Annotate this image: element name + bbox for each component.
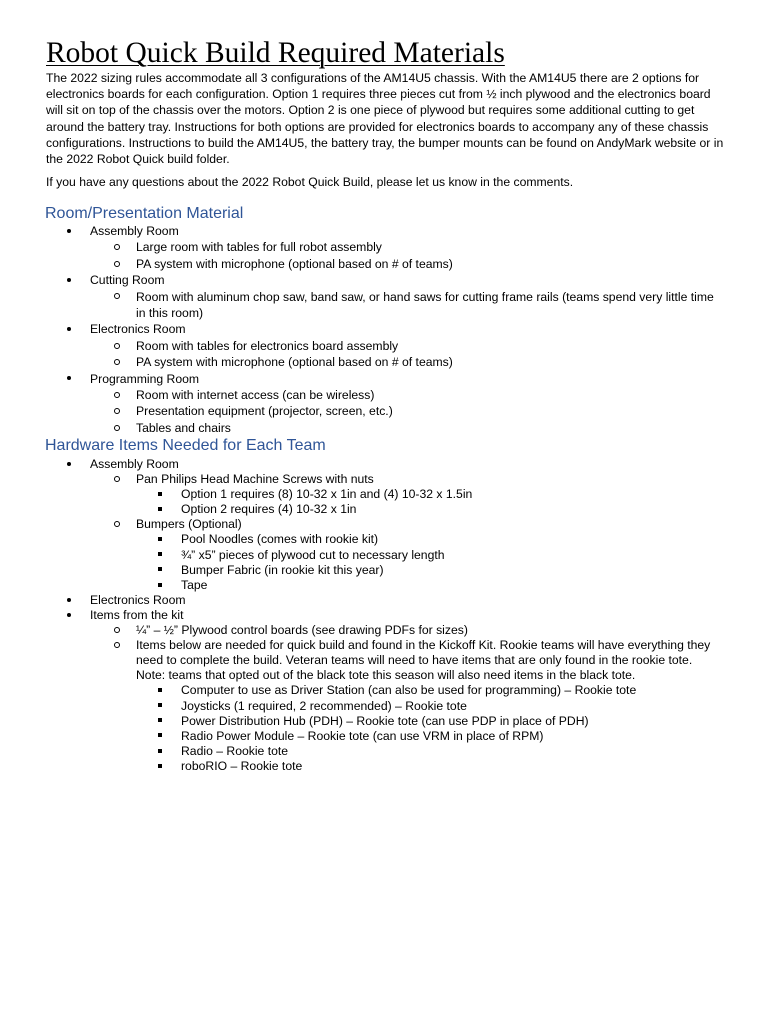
list-item bbox=[0, 354, 768, 370]
bullet-circle-icon bbox=[114, 256, 120, 272]
bullet-circle-icon bbox=[114, 289, 120, 305]
list-item bbox=[0, 289, 716, 322]
list-item bbox=[0, 563, 768, 578]
list-item-text: Cutting Room bbox=[90, 273, 165, 288]
bullet-square-icon bbox=[158, 699, 162, 714]
list-item bbox=[0, 517, 768, 532]
list-item-text: Electronics Room bbox=[90, 322, 186, 337]
list-item bbox=[0, 321, 768, 337]
room-material-list bbox=[0, 223, 768, 436]
list-item bbox=[0, 239, 768, 255]
bullet-circle-icon bbox=[114, 403, 120, 419]
list-item bbox=[0, 272, 768, 288]
list-item bbox=[0, 472, 768, 487]
list-item-text: Assembly Room bbox=[90, 457, 179, 471]
bullet-circle-icon bbox=[114, 517, 120, 532]
list-item-text: Joysticks (1 required, 2 recommended) – Rookie tote bbox=[181, 698, 467, 713]
bullet-square-icon bbox=[158, 714, 162, 729]
list-item bbox=[0, 593, 768, 608]
bullet-circle-icon bbox=[114, 338, 120, 354]
list-item bbox=[0, 638, 716, 683]
list-item bbox=[0, 420, 768, 436]
list-item bbox=[0, 548, 768, 563]
list-item bbox=[0, 457, 768, 472]
list-item-text: ¼” – ½” Plywood control boards (see drawing PDFs for sizes) bbox=[136, 623, 468, 638]
list-item-text: Radio – Rookie tote bbox=[181, 743, 289, 758]
intro-paragraph: The 2022 sizing rules accommodate all 3 configurations of the AM14U5 chassis. With the AM14U5 there are 2 options for electronics boards for each configuration. Option 1 requires three pieces cut from ½ inch plywood and the electronics board will sit on top of the chassis over the motors. Option 2 is one piece of plywood but requires some additional cutting to get around the battery tray. Instructions for both options are provided for electronics boards to accompany any of these chassis configurations. Instructions to build the AM14U5, the battery tray, the bumper mounts can be found on AndyMark website or in the 2022 Robot Quick build folder. bbox=[46, 71, 724, 167]
section-heading-room: Room/Presentation Material bbox=[45, 205, 244, 222]
page-title: Robot Quick Build Required Materials bbox=[46, 37, 505, 69]
bullet-dot-icon bbox=[67, 321, 71, 337]
list-item-text: Room with tables for electronics board assembly bbox=[136, 338, 399, 353]
bullet-circle-icon bbox=[114, 239, 120, 255]
hardware-items-list bbox=[0, 457, 768, 774]
list-item-text: Items from the kit bbox=[90, 607, 184, 622]
list-item-text: Computer to use as Driver Station (can also be used for programming) – Rookie tote bbox=[181, 683, 637, 698]
list-item-text: Large room with tables for full robot assembly bbox=[136, 240, 382, 255]
list-item-text: Option 2 requires (4) 10-32 x 1in bbox=[181, 502, 357, 517]
list-item-text: roboRIO – Rookie tote bbox=[181, 758, 303, 773]
list-item bbox=[0, 759, 768, 774]
list-item bbox=[0, 532, 768, 547]
bullet-square-icon bbox=[158, 729, 162, 744]
list-item-text: Programming Room bbox=[90, 371, 200, 386]
list-item-text: Bumper Fabric (in rookie kit this year) bbox=[181, 562, 384, 577]
list-item bbox=[0, 744, 768, 759]
list-item bbox=[0, 387, 768, 403]
list-item bbox=[0, 699, 768, 714]
bullet-square-icon bbox=[158, 578, 162, 593]
bullet-square-icon bbox=[158, 532, 162, 547]
section-heading-hardware: Hardware Items Needed for Each Team bbox=[45, 437, 326, 454]
list-item-text: Pool Noodles (comes with rookie kit) bbox=[181, 532, 379, 547]
list-item-text: Electronics Room bbox=[90, 592, 186, 607]
list-item-text: Presentation equipment (projector, screen, etc.) bbox=[136, 404, 393, 419]
list-item-text: Items below are needed for quick build and found in the Kickoff Kit. Rookie teams will have everything they need to complete the build. Veteran teams will need to have items that are only found in the rookie tote. Note: teams that opted out of the black tote this season will also need items in the black tote. bbox=[136, 638, 711, 683]
bullet-square-icon bbox=[158, 683, 162, 698]
bullet-square-icon bbox=[158, 548, 162, 563]
list-item bbox=[0, 223, 768, 239]
bullet-dot-icon bbox=[67, 272, 71, 288]
comments-paragraph: If you have any questions about the 2022 Robot Quick Build, please let us know in the comments. bbox=[46, 175, 574, 189]
list-item-text: Room with aluminum chop saw, band saw, or hand saws for cutting frame rails (teams spend very little time in this room) bbox=[136, 289, 714, 321]
bullet-square-icon bbox=[158, 502, 162, 517]
list-item-text: Assembly Room bbox=[90, 224, 179, 238]
list-item-text: Tables and chairs bbox=[136, 420, 231, 435]
bullet-circle-icon bbox=[114, 420, 120, 436]
list-item bbox=[0, 729, 768, 744]
list-item bbox=[0, 487, 768, 502]
list-item bbox=[0, 371, 768, 387]
bullet-dot-icon bbox=[67, 371, 71, 387]
bullet-circle-icon bbox=[114, 387, 120, 403]
list-item bbox=[0, 338, 768, 354]
bullet-square-icon bbox=[158, 744, 162, 759]
list-item-text: PA system with microphone (optional based on # of teams) bbox=[136, 355, 453, 370]
list-item bbox=[0, 502, 768, 517]
bullet-dot-icon bbox=[67, 457, 71, 472]
bullet-square-icon bbox=[158, 563, 162, 578]
list-item-text: Radio Power Module – Rookie tote (can use VRM in place of RPM) bbox=[181, 728, 544, 743]
list-item bbox=[0, 714, 768, 729]
list-item-text: Power Distribution Hub (PDH) – Rookie tote (can use PDP in place of PDH) bbox=[181, 713, 589, 728]
bullet-dot-icon bbox=[67, 608, 71, 623]
bullet-square-icon bbox=[158, 487, 162, 502]
list-item-text: ¾” x5” pieces of plywood cut to necessary length bbox=[181, 547, 445, 562]
list-item-text: Pan Philips Head Machine Screws with nuts bbox=[136, 472, 374, 487]
list-item bbox=[0, 608, 768, 623]
list-item bbox=[0, 403, 768, 419]
bullet-circle-icon bbox=[114, 623, 120, 638]
list-item-text: Tape bbox=[181, 577, 208, 592]
list-item-text: PA system with microphone (optional based on # of teams) bbox=[136, 256, 453, 271]
list-item-text: Room with internet access (can be wireless) bbox=[136, 388, 375, 403]
bullet-circle-icon bbox=[114, 354, 120, 370]
list-item bbox=[0, 623, 768, 638]
list-item bbox=[0, 578, 768, 593]
list-item bbox=[0, 683, 768, 698]
list-item-text: Bumpers (Optional) bbox=[136, 517, 242, 532]
list-item bbox=[0, 256, 768, 272]
bullet-dot-icon bbox=[67, 593, 71, 608]
bullet-circle-icon bbox=[114, 638, 120, 653]
bullet-square-icon bbox=[158, 759, 162, 774]
bullet-dot-icon bbox=[67, 223, 71, 239]
list-item-text: Option 1 requires (8) 10-32 x 1in and (4) 10-32 x 1.5in bbox=[181, 487, 473, 502]
bullet-circle-icon bbox=[114, 472, 120, 487]
